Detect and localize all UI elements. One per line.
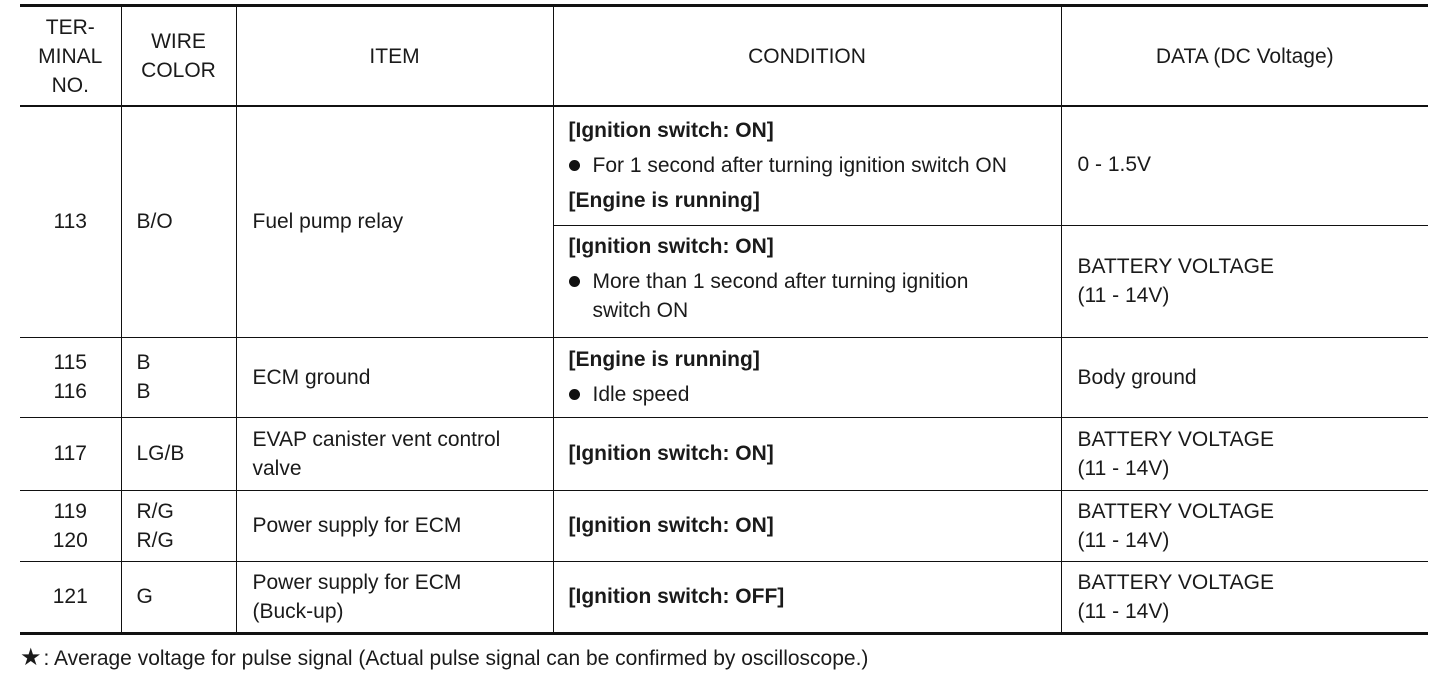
table-row (20, 417, 1428, 490)
bullet-dot-icon (569, 276, 580, 287)
condition-cell (553, 561, 1061, 633)
item-cell: Power supply for ECM (Buck-up) (236, 561, 553, 633)
terminal-cell: 117 (20, 417, 121, 490)
data-cell: 0 - 1.5V (1061, 106, 1428, 225)
condition-bullet: Idle speed (569, 380, 1061, 409)
table-row (20, 106, 1428, 225)
ecm-terminal-table (20, 4, 1428, 635)
data-cell: BATTERY VOLTAGE (11 - 14V) (1061, 225, 1428, 337)
header-terminal-no: TER- MINAL NO. (20, 6, 121, 107)
data-cell: Body ground (1061, 337, 1428, 417)
condition-cell (553, 225, 1061, 337)
star-icon: ★ (20, 644, 42, 671)
wire-color-cell: G (121, 561, 236, 633)
wire-color-cell: LG/B (121, 417, 236, 490)
header-item: ITEM (236, 6, 553, 107)
condition-heading: [Ignition switch: ON] (568, 119, 774, 143)
data-cell: BATTERY VOLTAGE (11 - 14V) (1061, 561, 1428, 633)
condition-heading: [Ignition switch: ON] (568, 234, 774, 258)
footnote (20, 643, 868, 672)
data-cell: BATTERY VOLTAGE (11 - 14V) (1061, 490, 1428, 561)
condition-heading: [Ignition switch: OFF] (568, 585, 785, 608)
terminal-cell: 113 (20, 106, 121, 337)
item-cell: ECM ground (236, 337, 553, 417)
table-row (20, 490, 1428, 561)
condition-heading: [Ignition switch: ON] (568, 514, 774, 537)
item-cell: Power supply for ECM (236, 490, 553, 561)
header-condition: CONDITION (553, 6, 1061, 107)
terminal-cell: 121 (20, 561, 121, 633)
condition-heading: [Engine is running] (568, 189, 760, 213)
condition-cell (553, 337, 1061, 417)
terminal-cell: 115 116 (20, 337, 121, 417)
header-data: DATA (DC Voltage) (1061, 6, 1428, 107)
condition-cell (553, 417, 1061, 490)
table-row (20, 337, 1428, 417)
wire-color-cell: B B (121, 337, 236, 417)
condition-cell (553, 490, 1061, 561)
wire-color-cell: R/G R/G (121, 490, 236, 561)
terminal-cell: 119 120 (20, 490, 121, 561)
terminal-table-page (20, 0, 1428, 635)
condition-heading: [Ignition switch: ON] (568, 442, 774, 465)
bullet-dot-icon (569, 389, 580, 400)
table-header-row (20, 6, 1428, 107)
wire-color-cell: B/O (121, 106, 236, 337)
header-wire-color: WIRE COLOR (121, 6, 236, 107)
item-cell: EVAP canister vent control valve (236, 417, 553, 490)
condition-bullet: For 1 second after turning ignition switch ON (569, 151, 1061, 180)
table-row (20, 561, 1428, 633)
item-cell: Fuel pump relay (236, 106, 553, 337)
bullet-dot-icon (569, 160, 580, 171)
footnote-text: : Average voltage for pulse signal (Actual pulse signal can be confirmed by oscilloscope.) (43, 647, 869, 670)
condition-cell (553, 106, 1061, 225)
data-cell: BATTERY VOLTAGE (11 - 14V) (1061, 417, 1428, 490)
condition-bullet: More than 1 second after turning ignition switch ON (569, 267, 1061, 325)
condition-heading: [Engine is running] (568, 348, 760, 371)
